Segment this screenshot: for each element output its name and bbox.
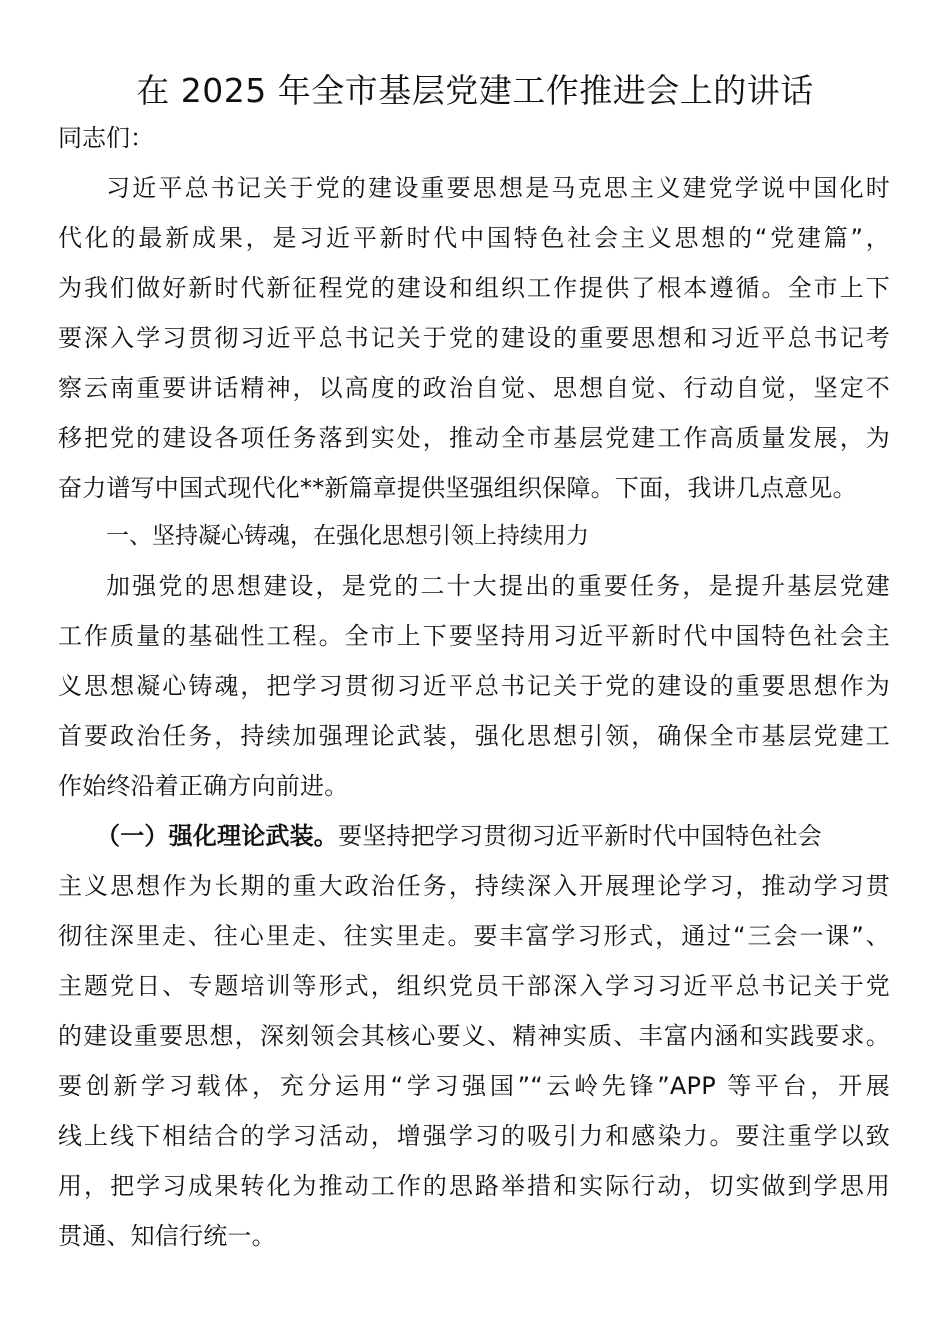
paragraph-line: 加强党的思想建设，是党的二十大提出的重要任务，是提升基层党建 [106,572,890,600]
paragraph-line: 为我们做好新时代新征程党的建设和组织工作提供了根本遵循。全市上下 [58,274,890,302]
document-title: 在 2025 年全市基层党建工作推进会上的讲话 [136,71,814,110]
paragraph-line [96,816,890,856]
paragraph-line: 奋力谱写中国式现代化**新篇章提供坚强组织保障。下面，我讲几点意见。 [58,474,857,502]
subsection-heading: （一）强化理论武装。 [96,822,338,850]
paragraph-text: 要坚持把学习贯彻习近平新时代中国特色社会 [338,822,822,850]
paragraph-line: 主题党日、专题培训等形式，组织党员干部深入学习习近平总书记关于党 [58,972,890,1000]
paragraph-line: 主义思想作为长期的重大政治任务，持续深入开展理论学习，推动学习贯 [58,872,890,900]
paragraph-line: 要深入学习贯彻习近平总书记关于党的建设的重要思想和习近平总书记考 [58,324,890,352]
paragraph-line: 要创新学习载体，充分运用“学习强国”“云岭先锋”APP 等平台，开展 [58,1072,890,1100]
salutation: 同志们： [58,124,154,152]
paragraph-line: 贯通、知信行统一。 [58,1222,276,1250]
paragraph-line: 察云南重要讲话精神，以高度的政治自觉、思想自觉、行动自觉，坚定不 [58,374,890,402]
paragraph-line: 线上线下相结合的学习活动，增强学习的吸引力和感染力。要注重学以致 [58,1122,890,1150]
paragraph-line: 用，把学习成果转化为推动工作的思路举措和实际行动，切实做到学思用 [58,1172,890,1200]
paragraph-line: 的建设重要思想，深刻领会其核心要义、精神实质、丰富内涵和实践要求。 [58,1022,890,1050]
paragraph-line: 习近平总书记关于党的建设重要思想是马克思主义建党学说中国化时 [106,174,890,202]
paragraph-line: 作始终沿着正确方向前进。 [58,772,349,800]
paragraph-line: 义思想凝心铸魂，把学习贯彻习近平总书记关于党的建设的重要思想作为 [58,672,890,700]
paragraph-line: 彻往深里走、往心里走、往实里走。要丰富学习形式，通过“三会一课”、 [58,922,890,950]
paragraph-line: 移把党的建设各项任务落到实处，推动全市基层党建工作高质量发展，为 [58,424,890,452]
section-heading: 一、坚持凝心铸魂，在强化思想引领上持续用力 [106,523,589,549]
paragraph-line: 工作质量的基础性工程。全市上下要坚持用习近平新时代中国特色社会主 [58,622,890,650]
paragraph-line: 代化的最新成果，是习近平新时代中国特色社会主义思想的“党建篇”， [58,224,890,252]
paragraph-line: 首要政治任务，持续加强理论武装，强化思想引领，确保全市基层党建工 [58,722,890,750]
